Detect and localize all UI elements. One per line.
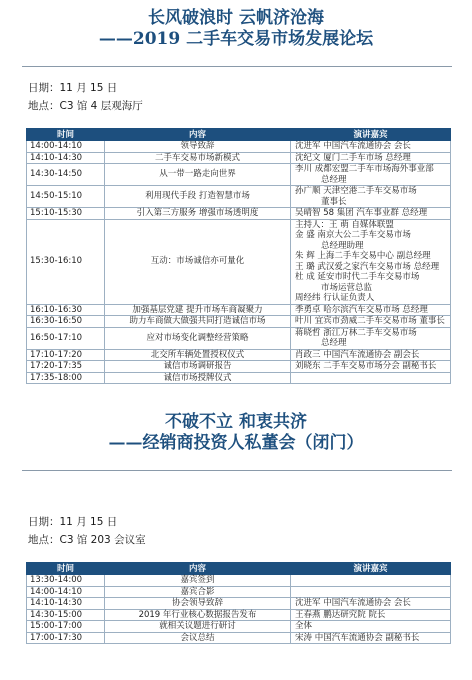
- salon-title-line1: 不破不立 和衷共济: [165, 412, 307, 432]
- session-speaker: [291, 349, 451, 361]
- session-topic: 嘉宾合影: [105, 586, 291, 598]
- session-topic: 2019 年行业核心数据报告发布: [105, 609, 291, 621]
- forum-date: 日期：11 月 15 日: [28, 82, 118, 94]
- table-row: [27, 164, 451, 186]
- speaker-line: 王春燕 鹏达研究院 院长: [295, 609, 386, 620]
- speaker-line: 蒋晓哲 浙江万林二手车交易市场: [295, 327, 417, 338]
- header-time: 时间: [27, 563, 105, 575]
- table-row: [27, 372, 451, 384]
- speaker-line: [295, 575, 448, 586]
- session-speaker: [291, 632, 451, 644]
- speaker-line: 总经理助理: [321, 240, 364, 251]
- table-row: [27, 304, 451, 316]
- header-topic: 内容: [105, 129, 291, 141]
- table-header-row: [27, 129, 451, 141]
- forum-title-line1: 长风破浪时 云帆济沧海: [148, 8, 324, 28]
- session-speaker: [291, 219, 451, 304]
- session-speaker: [291, 361, 451, 373]
- session-topic: 会议总结: [105, 632, 291, 644]
- speaker-line: 朱 辉 上海二手车交易中心 副总经理: [295, 251, 431, 261]
- salon-title-line2: ——经销商投资人私董会（闭门）: [108, 433, 364, 454]
- speaker-line: 全体: [295, 621, 313, 631]
- session-topic: 互动：市场诚信亦可量化: [105, 219, 291, 304]
- session-time: 13:30-14:00: [27, 575, 105, 587]
- session-topic: 诚信市场授牌仪式: [105, 372, 291, 384]
- speaker-line: 孙广顺 天津空港二手车交易市场: [295, 186, 417, 196]
- session-time: 17:00-17:30: [27, 632, 105, 644]
- session-speaker: [291, 141, 451, 153]
- header-time: 时间: [27, 129, 105, 141]
- session-topic: 利用现代手段 打造智慧市场: [105, 186, 291, 208]
- speaker-line: [295, 373, 448, 384]
- speaker-line: 市场运营总监: [321, 282, 373, 293]
- session-speaker: [291, 372, 451, 384]
- session-speaker: [291, 186, 451, 208]
- session-speaker: [291, 621, 451, 633]
- session-speaker: [291, 164, 451, 186]
- speaker-line: 沈纪文 厦门二手车市场 总经理: [295, 152, 411, 163]
- table-row: [27, 609, 451, 621]
- session-time: 14:00-14:10: [27, 141, 105, 153]
- session-time: 14:00-14:10: [27, 586, 105, 598]
- speaker-line: 金 盛 南京大公二手车交易市场: [295, 230, 411, 240]
- session-time: 17:10-17:20: [27, 349, 105, 361]
- salon-schedule-table: [26, 562, 451, 644]
- forum-venue: 地点：C3 馆 4 层观海厅: [28, 100, 143, 112]
- salon-divider: [22, 470, 452, 471]
- table-row: [27, 632, 451, 644]
- table-row: [27, 316, 451, 328]
- speaker-line: 李川 成都宏盟二手车市场海外事业部: [295, 164, 434, 174]
- table-row: [27, 186, 451, 208]
- speaker-line: 总经理: [321, 338, 347, 348]
- speaker-line: 叶川 宜宾市劲威二手车交易市场 董事长: [295, 316, 445, 326]
- speaker-line: 刘晓东 二手车交易市场分会 副秘书长: [295, 361, 437, 371]
- session-time: 15:00-17:00: [27, 621, 105, 633]
- session-topic: 二手车交易市场新模式: [105, 152, 291, 164]
- speaker-line: 主持人：王 萌 自媒体联盟: [295, 219, 394, 230]
- header-speaker: 演讲嘉宾: [291, 563, 451, 575]
- table-row: [27, 575, 451, 587]
- session-speaker: [291, 609, 451, 621]
- session-topic: 领导致辞: [105, 141, 291, 153]
- table-row: [27, 349, 451, 361]
- salon-venue: 地点：C3 馆 203 会议室: [28, 534, 146, 546]
- session-time: 14:30-14:50: [27, 164, 105, 186]
- salon-meta: [28, 513, 146, 549]
- session-topic: 应对市场变化调整经营策略: [105, 327, 291, 349]
- session-time: 17:35-18:00: [27, 372, 105, 384]
- speaker-line: 董事长: [321, 196, 347, 207]
- session-topic: 诚信市场调研报告: [105, 361, 291, 373]
- speaker-line: 周经纬 行认证负责人: [295, 293, 375, 303]
- session-topic: 就相关议题进行研讨: [105, 621, 291, 633]
- session-topic: 引入第三方服务 增强市场透明度: [105, 208, 291, 220]
- speaker-line: 沈进军 中国汽车流通协会 会长: [295, 598, 411, 608]
- session-speaker: [291, 598, 451, 610]
- forum-meta: [28, 79, 143, 115]
- speaker-line: 王 璐 武汉爱之家汽车交易市场 总经理: [295, 261, 440, 272]
- session-time: 14:30-15:00: [27, 609, 105, 621]
- speaker-line: 季勇卓 哈尔滨汽车交易市场 总经理: [295, 304, 428, 315]
- speaker-line: 杜 成 延安市时代二手车交易市场: [295, 272, 420, 282]
- table-row: [27, 586, 451, 598]
- table-header-row: [27, 563, 451, 575]
- session-time: 16:50-17:10: [27, 327, 105, 349]
- forum-divider: [22, 66, 452, 67]
- speaker-line: 总经理: [321, 174, 347, 185]
- salon-date: 日期：11 月 15 日: [28, 516, 118, 528]
- session-speaker: [291, 304, 451, 316]
- session-topic: 协会领导致辞: [105, 598, 291, 610]
- forum-title-line2: ——2019 二手车交易市场发展论坛: [98, 29, 374, 50]
- salon-title: [0, 412, 472, 455]
- session-time: 15:10-15:30: [27, 208, 105, 220]
- session-time: 15:30-16:10: [27, 219, 105, 304]
- speaker-line: 吴晴智 58 集团 汽车事业群 总经理: [295, 208, 428, 218]
- session-speaker: [291, 586, 451, 598]
- session-speaker: [291, 316, 451, 328]
- session-topic: 嘉宾签到: [105, 575, 291, 587]
- session-topic: 助力车商做大做强共同打造诚信市场: [105, 316, 291, 328]
- table-row: [27, 621, 451, 633]
- session-speaker: [291, 327, 451, 349]
- session-time: 16:10-16:30: [27, 304, 105, 316]
- header-topic: 内容: [105, 563, 291, 575]
- forum-title: [0, 8, 472, 51]
- session-speaker: [291, 152, 451, 164]
- table-row: [27, 327, 451, 349]
- session-speaker: [291, 575, 451, 587]
- table-row: [27, 208, 451, 220]
- session-time: 14:10-14:30: [27, 598, 105, 610]
- table-row: [27, 141, 451, 153]
- speaker-line: [295, 587, 448, 598]
- table-row: [27, 152, 451, 164]
- session-time: 17:20-17:35: [27, 361, 105, 373]
- session-topic: 从一带一路走向世界: [105, 164, 291, 186]
- session-time: 14:50-15:10: [27, 186, 105, 208]
- speaker-line: 宋涛 中国汽车流通协会 副秘书长: [295, 632, 420, 643]
- session-speaker: [291, 208, 451, 220]
- table-row: [27, 219, 451, 304]
- session-topic: 北交所车辆处置授权仪式: [105, 349, 291, 361]
- table-row: [27, 361, 451, 373]
- table-row: [27, 598, 451, 610]
- session-time: 14:10-14:30: [27, 152, 105, 164]
- session-time: 16:30-16:50: [27, 316, 105, 328]
- header-speaker: 演讲嘉宾: [291, 129, 451, 141]
- session-topic: 加强基层党建 提升市场车商凝聚力: [105, 304, 291, 316]
- speaker-line: 肖政三 中国汽车流通协会 副会长: [295, 349, 420, 360]
- forum-schedule-table: [26, 128, 451, 384]
- speaker-line: 沈进军 中国汽车流通协会 会长: [295, 141, 411, 151]
